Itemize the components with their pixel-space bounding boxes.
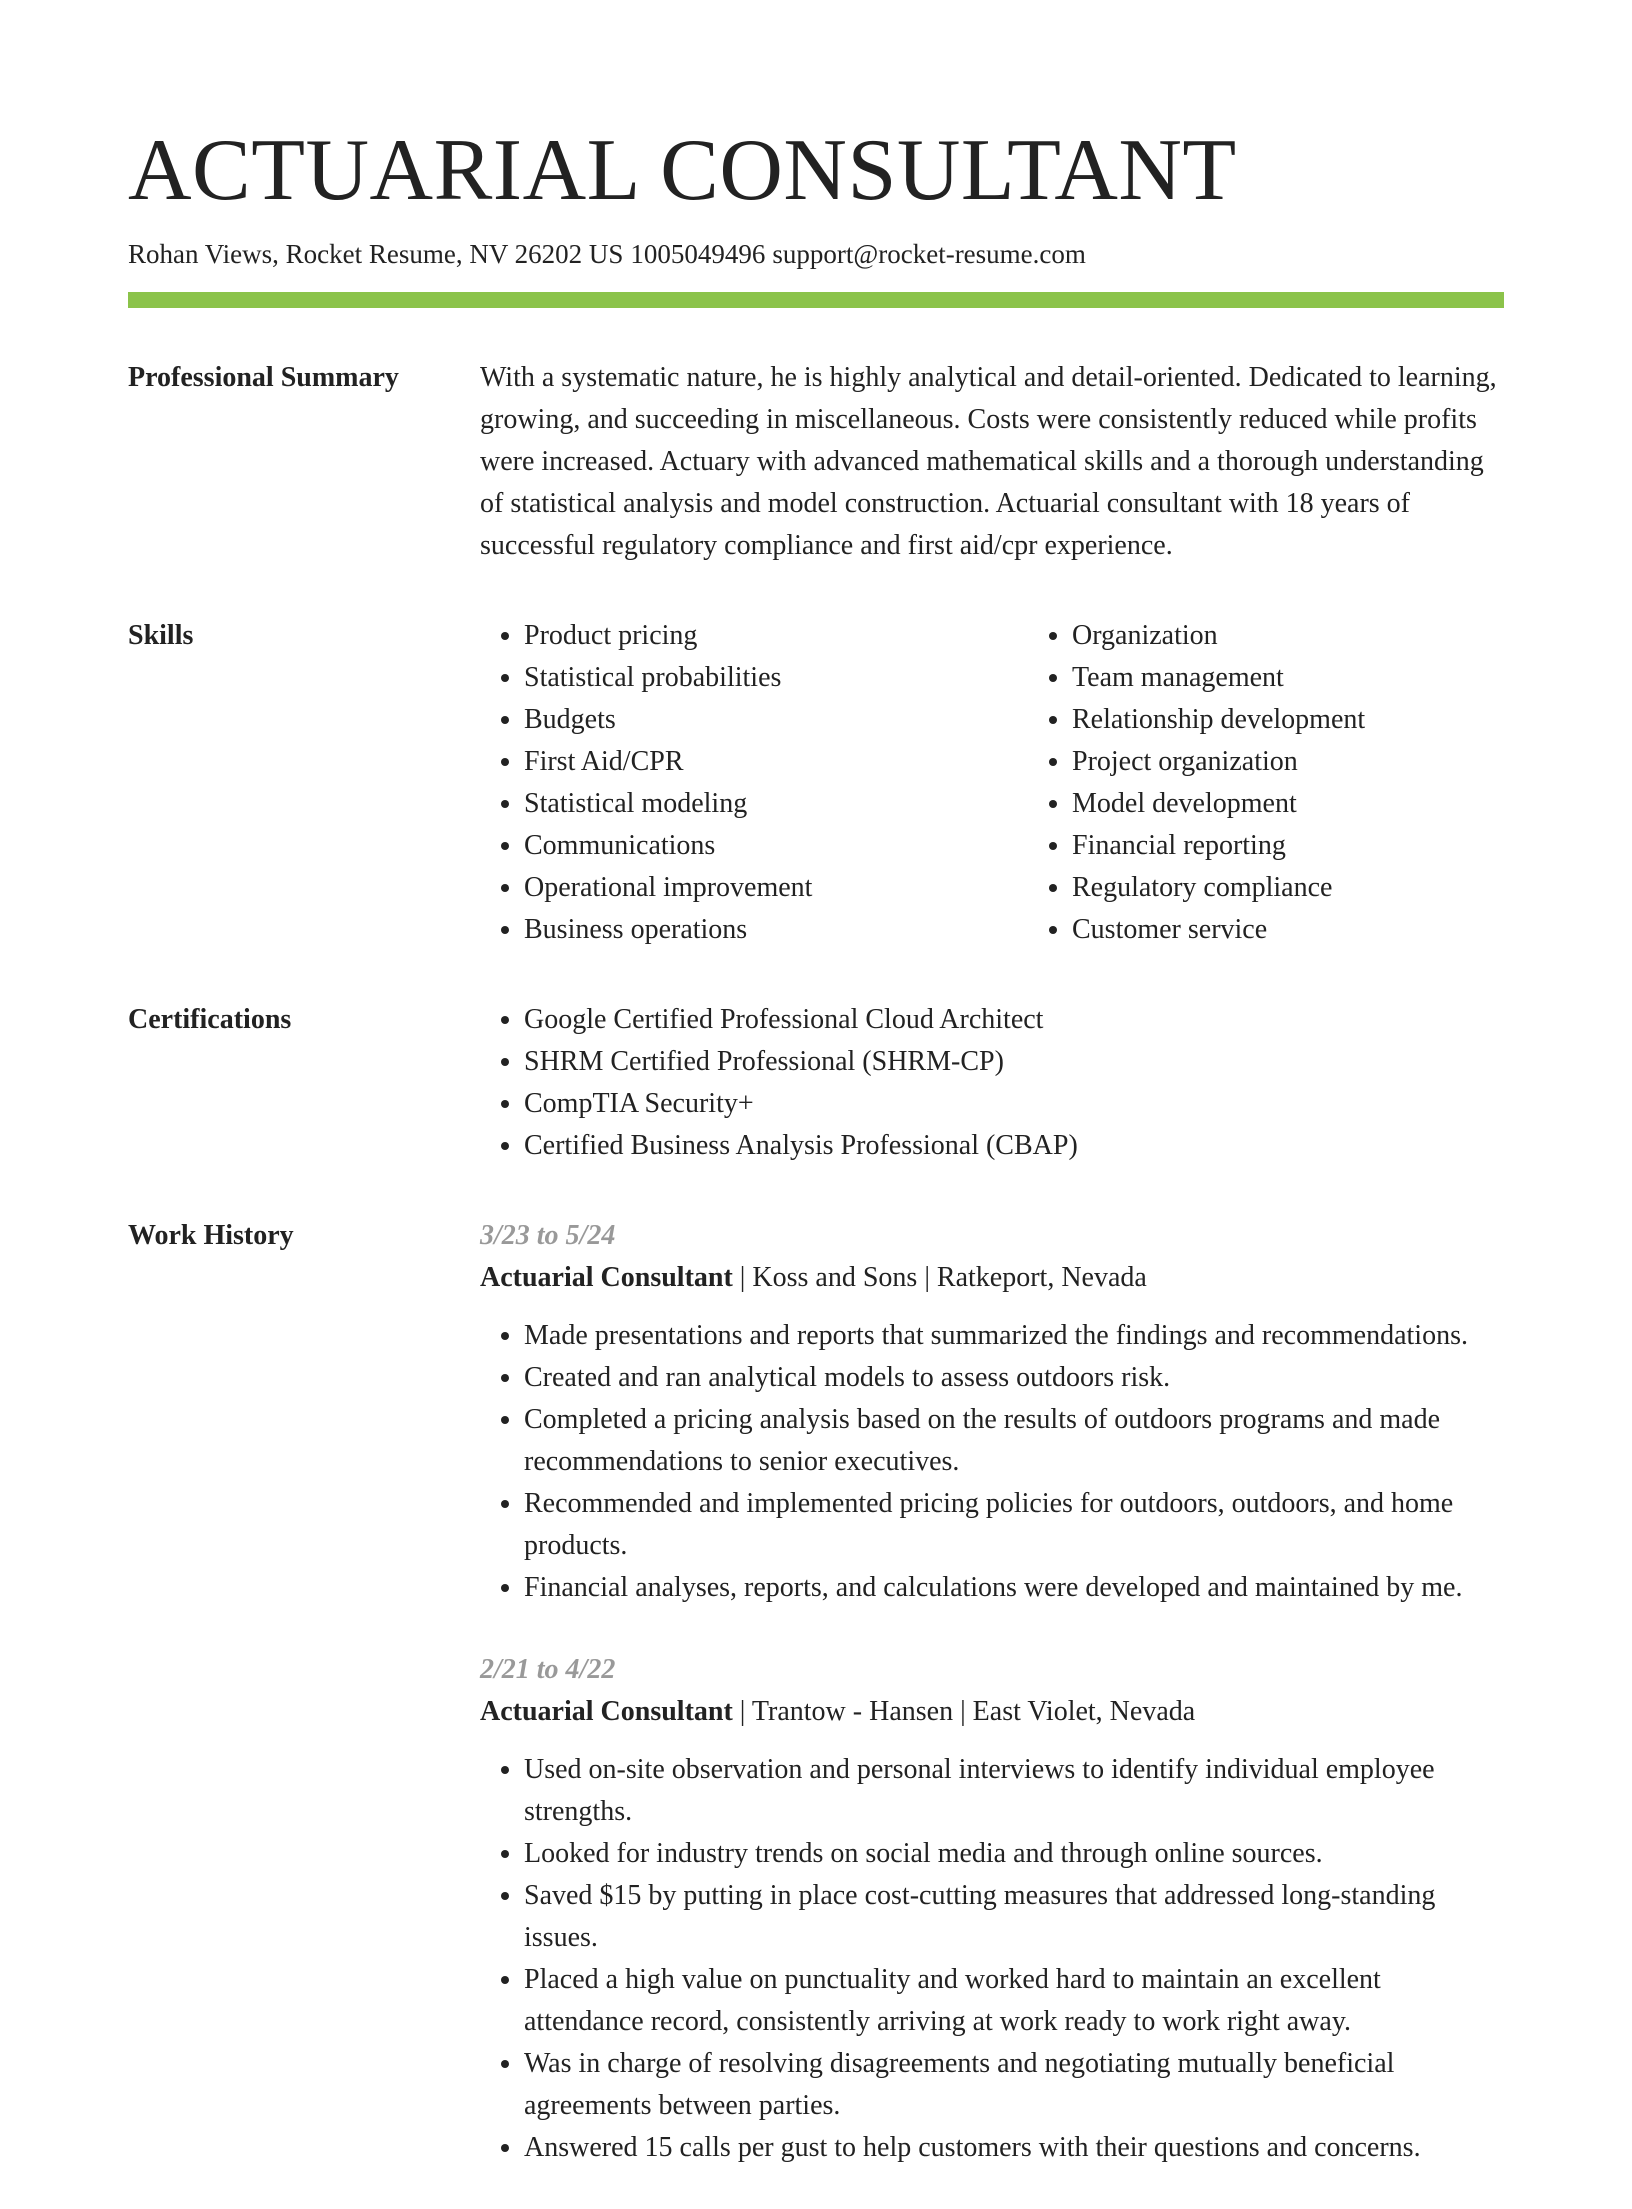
work-history-section (128, 1215, 1504, 2209)
skills-list-left (480, 615, 1028, 951)
summary-section (128, 357, 1504, 567)
skill-item: • Product pricing (524, 615, 1028, 657)
skill-item: • Business operations (524, 909, 1028, 951)
job-bullet: • Created and ran analytical models to assess outdoors risk. (524, 1357, 1504, 1399)
skill-item: • Relationship development (1072, 699, 1576, 741)
job-heading (480, 1691, 1504, 1733)
job-bullet: • Completed a pricing analysis based on the results of outdoors programs and made recommendations to senior executives. (524, 1399, 1504, 1483)
skill-item: • Customer service (1072, 909, 1576, 951)
job-bullet: • Made presentations and reports that summarized the findings and recommendations. (524, 1315, 1504, 1357)
job-heading (480, 1257, 1504, 1299)
section-label-certifications: Certifications (128, 1004, 292, 1035)
job-details: | Koss and Sons | Ratkeport, Nevada (732, 1262, 1147, 1293)
job-entry (480, 1649, 1504, 2169)
job-bullet: • Answered 15 calls per gust to help customers with their questions and concerns. (524, 2127, 1504, 2169)
skills-section (128, 615, 1504, 951)
skill-item: • Project organization (1072, 741, 1576, 783)
header-divider (128, 292, 1504, 308)
skill-item: • Regulatory compliance (1072, 867, 1576, 909)
certification-item: • Certified Business Analysis Professional (CBAP) (524, 1125, 1504, 1167)
skill-item: • Statistical probabilities (524, 657, 1028, 699)
skill-item: • Organization (1072, 615, 1576, 657)
job-bullet: • Saved $15 by putting in place cost-cutting measures that addressed long-standing issues. (524, 1875, 1504, 1959)
job-entry (480, 1215, 1504, 1609)
certifications-list (480, 999, 1504, 1167)
summary-text: With a systematic nature, he is highly analytical and detail-oriented. Dedicated to learning, growing, and succeeding in miscellaneous. Costs were consistently reduced while profits were increased. Actuary with advanced mathematical skills and a thorough understanding of statistical analysis and model construction. Actuarial consultant with 18 years of successful regulatory compliance and first aid/cpr experience. (480, 362, 1497, 561)
job-bullet: • Placed a high value on punctuality and worked hard to maintain an excellent attendance record, consistently arriving at work ready to work right away. (524, 1959, 1504, 2043)
contact-phone: 1005049496 (630, 239, 766, 269)
job-title: Actuarial Consultant (480, 1262, 733, 1293)
contact-address: Rohan Views, Rocket Resume, NV 26202 US (128, 239, 624, 269)
certifications-section (128, 999, 1504, 1167)
job-bullet: • Was in charge of resolving disagreements and negotiating mutually beneficial agreements between parties. (524, 2043, 1504, 2127)
certification-item: • Google Certified Professional Cloud Architect (524, 999, 1504, 1041)
contact-email: support@rocket-resume.com (772, 239, 1086, 269)
skill-item: • Communications (524, 825, 1028, 867)
skill-item: • Operational improvement (524, 867, 1028, 909)
job-bullet: • Recommended and implemented pricing policies for outdoors, outdoors, and home products. (524, 1483, 1504, 1567)
job-dates: 2/21 to 4/22 (480, 1654, 616, 1685)
skill-item: • Model development (1072, 783, 1576, 825)
job-title: Actuarial Consultant (480, 1696, 733, 1727)
skills-list-right (1028, 615, 1576, 951)
skill-item: • Statistical modeling (524, 783, 1028, 825)
skill-item: • First Aid/CPR (524, 741, 1028, 783)
job-bullet: • Used on-site observation and personal interviews to identify individual employee strengths. (524, 1749, 1504, 1833)
job-bullets (480, 1749, 1504, 2169)
job-bullet: • Financial analyses, reports, and calculations were developed and maintained by me. (524, 1567, 1504, 1609)
certification-item: • CompTIA Security+ (524, 1083, 1504, 1125)
work-history-content (480, 1215, 1504, 2209)
skill-item: • Financial reporting (1072, 825, 1576, 867)
contact-line (128, 236, 1504, 272)
resume-title: ACTUARIAL CONSULTANT (128, 122, 1237, 219)
section-label-summary: Professional Summary (128, 362, 399, 393)
section-label-work-history: Work History (128, 1220, 294, 1251)
job-dates: 3/23 to 5/24 (480, 1220, 616, 1251)
skills-content (480, 615, 1576, 951)
section-label-skills: Skills (128, 620, 194, 651)
certification-item: • SHRM Certified Professional (SHRM-CP) (524, 1041, 1504, 1083)
job-details: | Trantow - Hansen | East Violet, Nevada (732, 1696, 1196, 1727)
skill-item: • Team management (1072, 657, 1576, 699)
skill-item: • Budgets (524, 699, 1028, 741)
certifications-content (480, 999, 1504, 1167)
job-bullets (480, 1315, 1504, 1609)
summary-content (480, 357, 1504, 567)
job-bullet: • Looked for industry trends on social media and through online sources. (524, 1833, 1504, 1875)
